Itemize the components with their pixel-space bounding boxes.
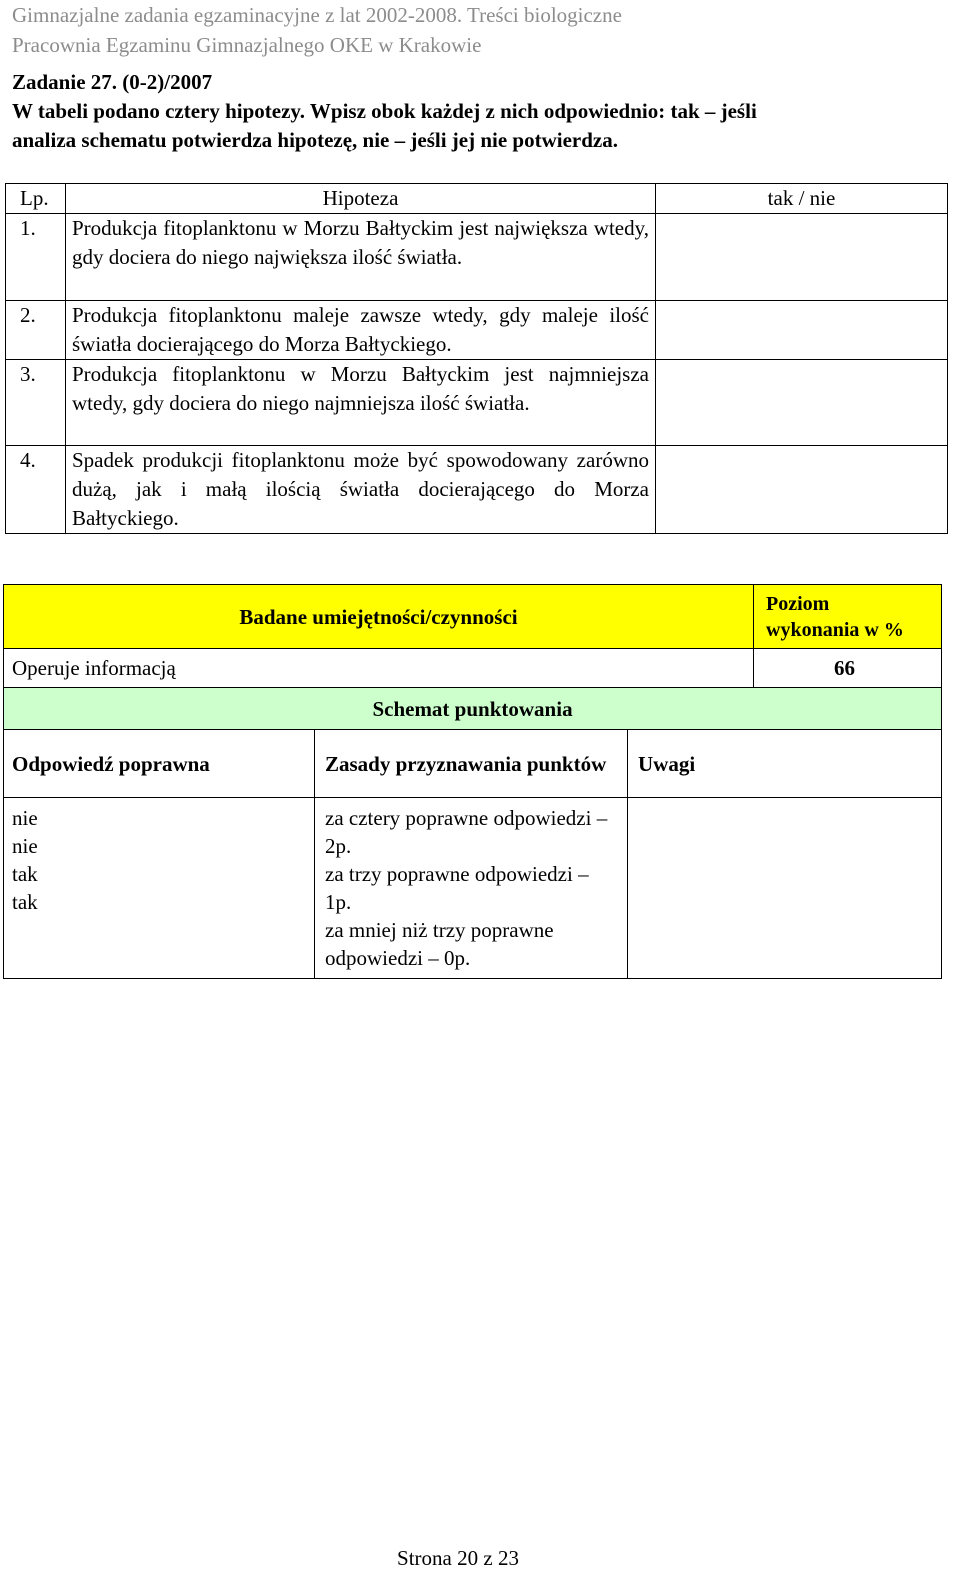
row-number: 4. (6, 446, 66, 534)
rules-header: Zasady przyznawania punktów (315, 730, 628, 798)
document-header (12, 0, 622, 60)
row-number: 2. (6, 301, 66, 360)
page-number: Strona 20 z 23 (397, 1546, 519, 1570)
table-row (6, 360, 948, 446)
hypotheses-table (5, 183, 948, 534)
correct-answer-header: Odpowiedź poprawna (4, 730, 315, 798)
level-header-line-2: wykonania w % (766, 618, 904, 641)
hypothesis-text: Produkcja fitoplanktonu w Morzu Bałtyckim jest najmniejsza wtedy, gdy dociera do niego najmniejsza ilość światła. (66, 360, 656, 446)
task-section (12, 68, 932, 155)
scoring-rule: za trzy poprawne odpowiedzi – 1p. (325, 862, 589, 914)
task-instruction-line-1: W tabeli podano cztery hipotezy. Wpisz obok każdej z nich odpowiednio: tak – jeśli (12, 99, 757, 123)
notes-header: Uwagi (628, 730, 942, 798)
header-line-2: Pracownia Egzaminu Gimnazjalnego OKE w Krakowie (12, 33, 482, 57)
level-header (754, 585, 942, 649)
answer-cell[interactable] (656, 301, 948, 360)
task-instruction-line-2: analiza schematu potwierdza hipotezę, nie – jeśli jej nie potwierdza. (12, 128, 618, 152)
correct-answer-item: tak (12, 890, 38, 914)
hypothesis-text: Produkcja fitoplanktonu w Morzu Bałtyckim jest największa wtedy, gdy dociera do niego największa ilość światła. (66, 214, 656, 301)
scheme-header: Schemat punktowania (4, 688, 942, 730)
answer-cell[interactable] (656, 214, 948, 301)
header-line-1: Gimnazjalne zadania egzaminacyjne z lat 2002-2008. Treści biologiczne (12, 3, 622, 27)
skill-row (4, 649, 942, 688)
header-lp: Lp. (6, 184, 66, 214)
correct-answer-item: tak (12, 862, 38, 886)
level-value: 66 (754, 649, 942, 688)
skills-header: Badane umiejętności/czynności (4, 585, 754, 649)
level-header-line-1: Poziom (766, 592, 830, 615)
answer-cell[interactable] (656, 360, 948, 446)
scoring-rule: za cztery poprawne odpowiedzi – 2p. (325, 806, 608, 858)
notes-cell (628, 798, 942, 979)
correct-answer-item: nie (12, 834, 38, 858)
table-row (6, 446, 948, 534)
correct-answer-item: nie (12, 806, 38, 830)
scheme-header-row (4, 688, 942, 730)
answer-cell[interactable] (656, 446, 948, 534)
hypotheses-header-row (6, 184, 948, 214)
table-row (6, 214, 948, 301)
header-answer: tak / nie (656, 184, 948, 214)
row-number: 3. (6, 360, 66, 446)
table-row (6, 301, 948, 360)
row-number: 1. (6, 214, 66, 301)
skill-name: Operuje informacją (4, 649, 754, 688)
scheme-columns-row (4, 730, 942, 798)
scoring-rules (315, 798, 628, 979)
hypothesis-text: Produkcja fitoplanktonu maleje zawsze wtedy, gdy maleje ilość światła docierającego do Morza Bałtyckiego. (66, 301, 656, 360)
skills-header-row (4, 585, 942, 649)
header-hypothesis: Hipoteza (66, 184, 656, 214)
hypothesis-text: Spadek produkcji fitoplanktonu może być spowodowany zarówno dużą, jak i małą ilością światła docierającego do Morza Bałtyckiego. (66, 446, 656, 534)
scoring-rule: za mniej niż trzy poprawne odpowiedzi – 0p. (325, 918, 554, 970)
scoring-table (3, 584, 942, 979)
task-title: Zadanie 27. (0-2)/2007 (12, 70, 213, 94)
correct-answers (4, 798, 315, 979)
scheme-body-row (4, 798, 942, 979)
